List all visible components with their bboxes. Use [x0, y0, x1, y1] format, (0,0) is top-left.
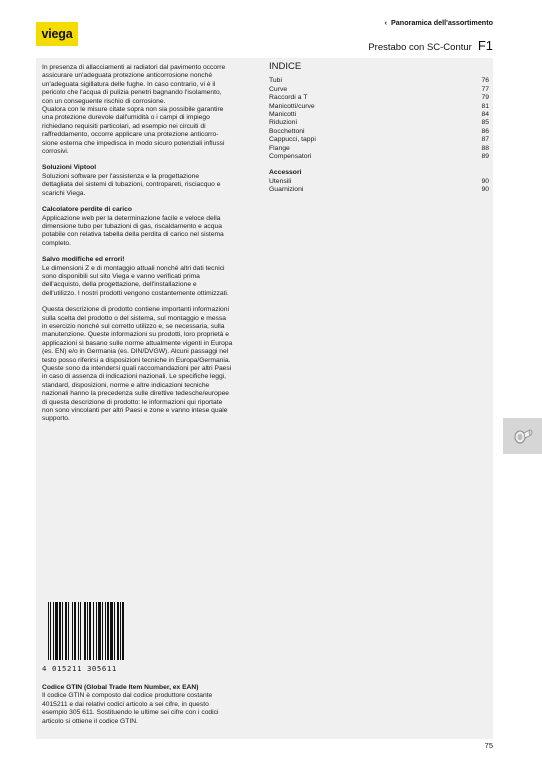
intro-line: un'adeguata sigillatura delle fughe. In caso contrario, vi è il [42, 80, 216, 88]
barcode-bar [110, 602, 113, 660]
index-entry-label: Guarnizioni [269, 186, 304, 194]
barcode-bar [87, 602, 88, 660]
overview-link-label: Panoramica dell'assortimento [391, 18, 493, 27]
index-entry[interactable] [269, 94, 489, 102]
barcode-bar [53, 602, 54, 660]
intro-line: pericolo che l'acqua di pulizia penetri bagnando l'isolamento, [42, 89, 222, 97]
viptool-heading: Soluzioni Viptool [42, 164, 97, 172]
intro-line: con un conseguente rischio di corrosione. [42, 97, 166, 105]
barcode-bar [105, 602, 106, 660]
index-entry-label: Bocchettoni [269, 127, 305, 135]
gtin-lines-line: Il codice GTIN è composto dal codice produttore costante [42, 692, 213, 700]
barcode-bar [122, 602, 124, 660]
index-entry-label: Utensili [269, 177, 292, 185]
gtin-lines-line: 4015211 e dai relativi codici articolo a sei cifre, in questo [42, 700, 209, 708]
barcode-bar [96, 602, 97, 660]
index-entry[interactable] [269, 77, 489, 85]
calc-line: Applicazione web per la determinazione facile e veloce della [42, 214, 221, 222]
left-column [42, 64, 264, 424]
viptool-line: scarichi Viega. [42, 189, 86, 197]
section-code: F1 [477, 38, 493, 53]
barcode-bar [50, 602, 51, 660]
desc-line: manutenzione. Queste informazioni su prodotti, loro proprietà e [42, 331, 229, 339]
index-entry-page: 90 [481, 177, 489, 185]
index-entry[interactable] [269, 178, 489, 186]
index-title: INDICE [269, 61, 302, 72]
index-entry-page: 87 [481, 136, 489, 144]
barcode-bar [62, 602, 63, 660]
index-entry[interactable] [269, 111, 489, 119]
barcode-bar [72, 602, 73, 660]
desc-line: nazionali hanno la precedenza sulle direttive tedesche/europee [42, 390, 230, 398]
barcode-bar [59, 602, 61, 660]
index-entry[interactable] [269, 128, 489, 136]
calculator-text [42, 215, 264, 249]
errors-line: dell'utilizzo. I nostri prodotti vengono costantemente ottimizzati. [42, 289, 229, 297]
barcode-bar [48, 602, 49, 660]
index-entry[interactable] [269, 153, 489, 161]
index-entry-label: Flange [269, 144, 290, 152]
page-number: 75 [484, 741, 493, 750]
barcode-bar [89, 602, 91, 660]
desc-line: di questa descrizione di prodotto: le informazioni qui riportate [42, 398, 223, 406]
index-entry[interactable] [269, 86, 489, 94]
index-entry-page: 77 [481, 85, 489, 93]
barcode-bar [55, 602, 58, 660]
barcode-bar [78, 602, 79, 660]
index-entry-page: 85 [481, 119, 489, 127]
index-entry[interactable] [269, 186, 489, 194]
barcode-digits: 4 015211 305611 [42, 664, 117, 673]
section-tab[interactable] [503, 418, 542, 454]
desc-line: (es. EN) e/o in Germania (es. DIN/DVGW). Alcuni passaggi nel [42, 348, 229, 356]
desc-line: in caso di assenza di indicazioni nazionali. Le specifiche leggi, [42, 373, 227, 381]
barcode-bar [107, 602, 109, 660]
desc-line: standard, disposizioni, norme e altre indicazioni tecniche [42, 381, 210, 389]
intro-line: assicurare un'adeguata protezione anticorrosione nonché [42, 72, 213, 80]
barcode [42, 602, 137, 664]
viptool-line: dettagliata dei sistemi di tubazioni, contropareti, risciacquo e [42, 181, 221, 189]
gtin-block [42, 684, 264, 726]
desc-line: non sono vincolanti per altri Paesi e zone e vanno intese quale [42, 407, 228, 415]
intro-line: sione esterna che impedisca in modo sicuro potenziali influssi [42, 139, 225, 147]
calculator-heading: Calcolatore perdite di carico [42, 206, 132, 214]
gtin-lines-line: esempio 305 611. Sostituendo le ultime sei cifre con i codici [42, 709, 219, 717]
errors-line: dell'acquisto, della progettazione, dell'installazione e [42, 281, 197, 289]
barcode-bar [84, 602, 86, 660]
index-entry[interactable] [269, 119, 489, 127]
barcode-bar [102, 602, 103, 660]
desc-line: testo posso riferirsi a disposizioni tecniche in Europa/Germania. [42, 356, 231, 364]
intro-line: In presenza di allacciamenti ai radiatori dal pavimento occorre [42, 64, 226, 71]
intro-line: corrosivi. [42, 148, 69, 156]
index-entry-label: Compensatori [269, 153, 312, 161]
calc-line: potabile con relativa tabella della perdita di carico nel sistema [42, 231, 224, 239]
desc-line: Queste sono da intendersi quali raccomandazioni per altri Paesi [42, 365, 232, 372]
desc-line: sulla scelta del prodotto o del sistema, sul montaggio e messa [42, 314, 227, 322]
desc-line: in esercizio nonché sul corretto utilizzo e, se necessaria, sulla [42, 322, 225, 330]
desc-line: supporto. [42, 415, 70, 423]
index-entry-label: Curve [269, 85, 288, 93]
index-entry-page: 89 [481, 153, 489, 161]
intro-line: Qualora con le misure citate sopra non sia possibile garantire [42, 106, 224, 114]
barcode-bar [93, 602, 94, 660]
index-panel [269, 63, 489, 195]
product-header [368, 38, 493, 53]
intro-line: raffreddamento, occorre applicare una protezione anticorro- [42, 131, 219, 139]
barcode-bar [65, 602, 67, 660]
index-entry-label: Cappucci, tappi [269, 136, 316, 144]
accessories-list [269, 178, 489, 195]
viptool-line: Soluzioni software per l'assistenza e la progettazione [42, 172, 200, 180]
fitting-icon [512, 427, 534, 445]
index-entry-label: Raccordi a T [269, 94, 308, 102]
index-entry[interactable] [269, 103, 489, 111]
intro-line: una protezione durevole dall'umidità o i campi di impiego [42, 114, 210, 122]
index-entry-page: 76 [481, 77, 489, 85]
index-entry-label: Riduzioni [269, 119, 297, 127]
product-title: Prestabo con SC-Contur [368, 42, 472, 53]
barcode-bar [68, 602, 69, 660]
index-entry-page: 81 [481, 102, 489, 110]
desc-line: Questa descrizione di prodotto contiene importanti informazioni [42, 306, 229, 314]
index-entry-page: 86 [481, 127, 489, 135]
intro-text [42, 64, 264, 156]
index-list [269, 77, 489, 161]
index-entry-page: 88 [481, 144, 489, 152]
index-entry-page: 90 [481, 186, 489, 194]
description-text [42, 306, 264, 424]
gtin-text [42, 692, 264, 726]
barcode-bar [98, 602, 101, 660]
index-entry-label: Tubi [269, 77, 282, 85]
accessories-heading: Accessori [269, 169, 302, 177]
errors-text [42, 265, 264, 299]
barcode-bar [74, 602, 76, 660]
errors-heading: Salvo modifiche ed errori! [42, 256, 125, 264]
gtin-heading: Codice GTIN (Global Trade Item Number, ex EAN) [42, 684, 199, 691]
index-entry-label: Manicotti/curve [269, 102, 315, 110]
barcode-bar [80, 602, 81, 660]
index-entry-page: 79 [481, 94, 489, 102]
calc-line: completo. [42, 239, 71, 247]
viega-logo: viega [36, 22, 78, 46]
errors-line: Le dimensioni Z e di montaggio attuali nonché altri dati tecnici [42, 264, 225, 272]
index-entry-page: 84 [481, 111, 489, 119]
desc-line: applicazioni si basano sulle norme attualmente vigenti in Europa [42, 339, 233, 347]
barcode-bar [114, 602, 115, 660]
calc-line: dimensione tubo per tubazioni di gas, riscaldamento e acqua [42, 222, 222, 230]
overview-link[interactable] [385, 18, 493, 27]
intro-line: richiedano requisiti particolari, ad esempio nei circuiti di [42, 122, 206, 130]
index-entry[interactable] [269, 136, 489, 144]
barcode-bar [117, 602, 119, 660]
chevron-left-icon: ‹ [384, 18, 388, 27]
viptool-text [42, 173, 264, 198]
gtin-lines-line: articolo si ottiene il codice GTIN. [42, 717, 138, 725]
index-entry-label: Manicotti [269, 111, 297, 119]
errors-line: sono disponibili sul sito Viega e vanno verificati prima [42, 272, 200, 280]
index-entry[interactable] [269, 145, 489, 153]
barcode-bar [120, 602, 121, 660]
